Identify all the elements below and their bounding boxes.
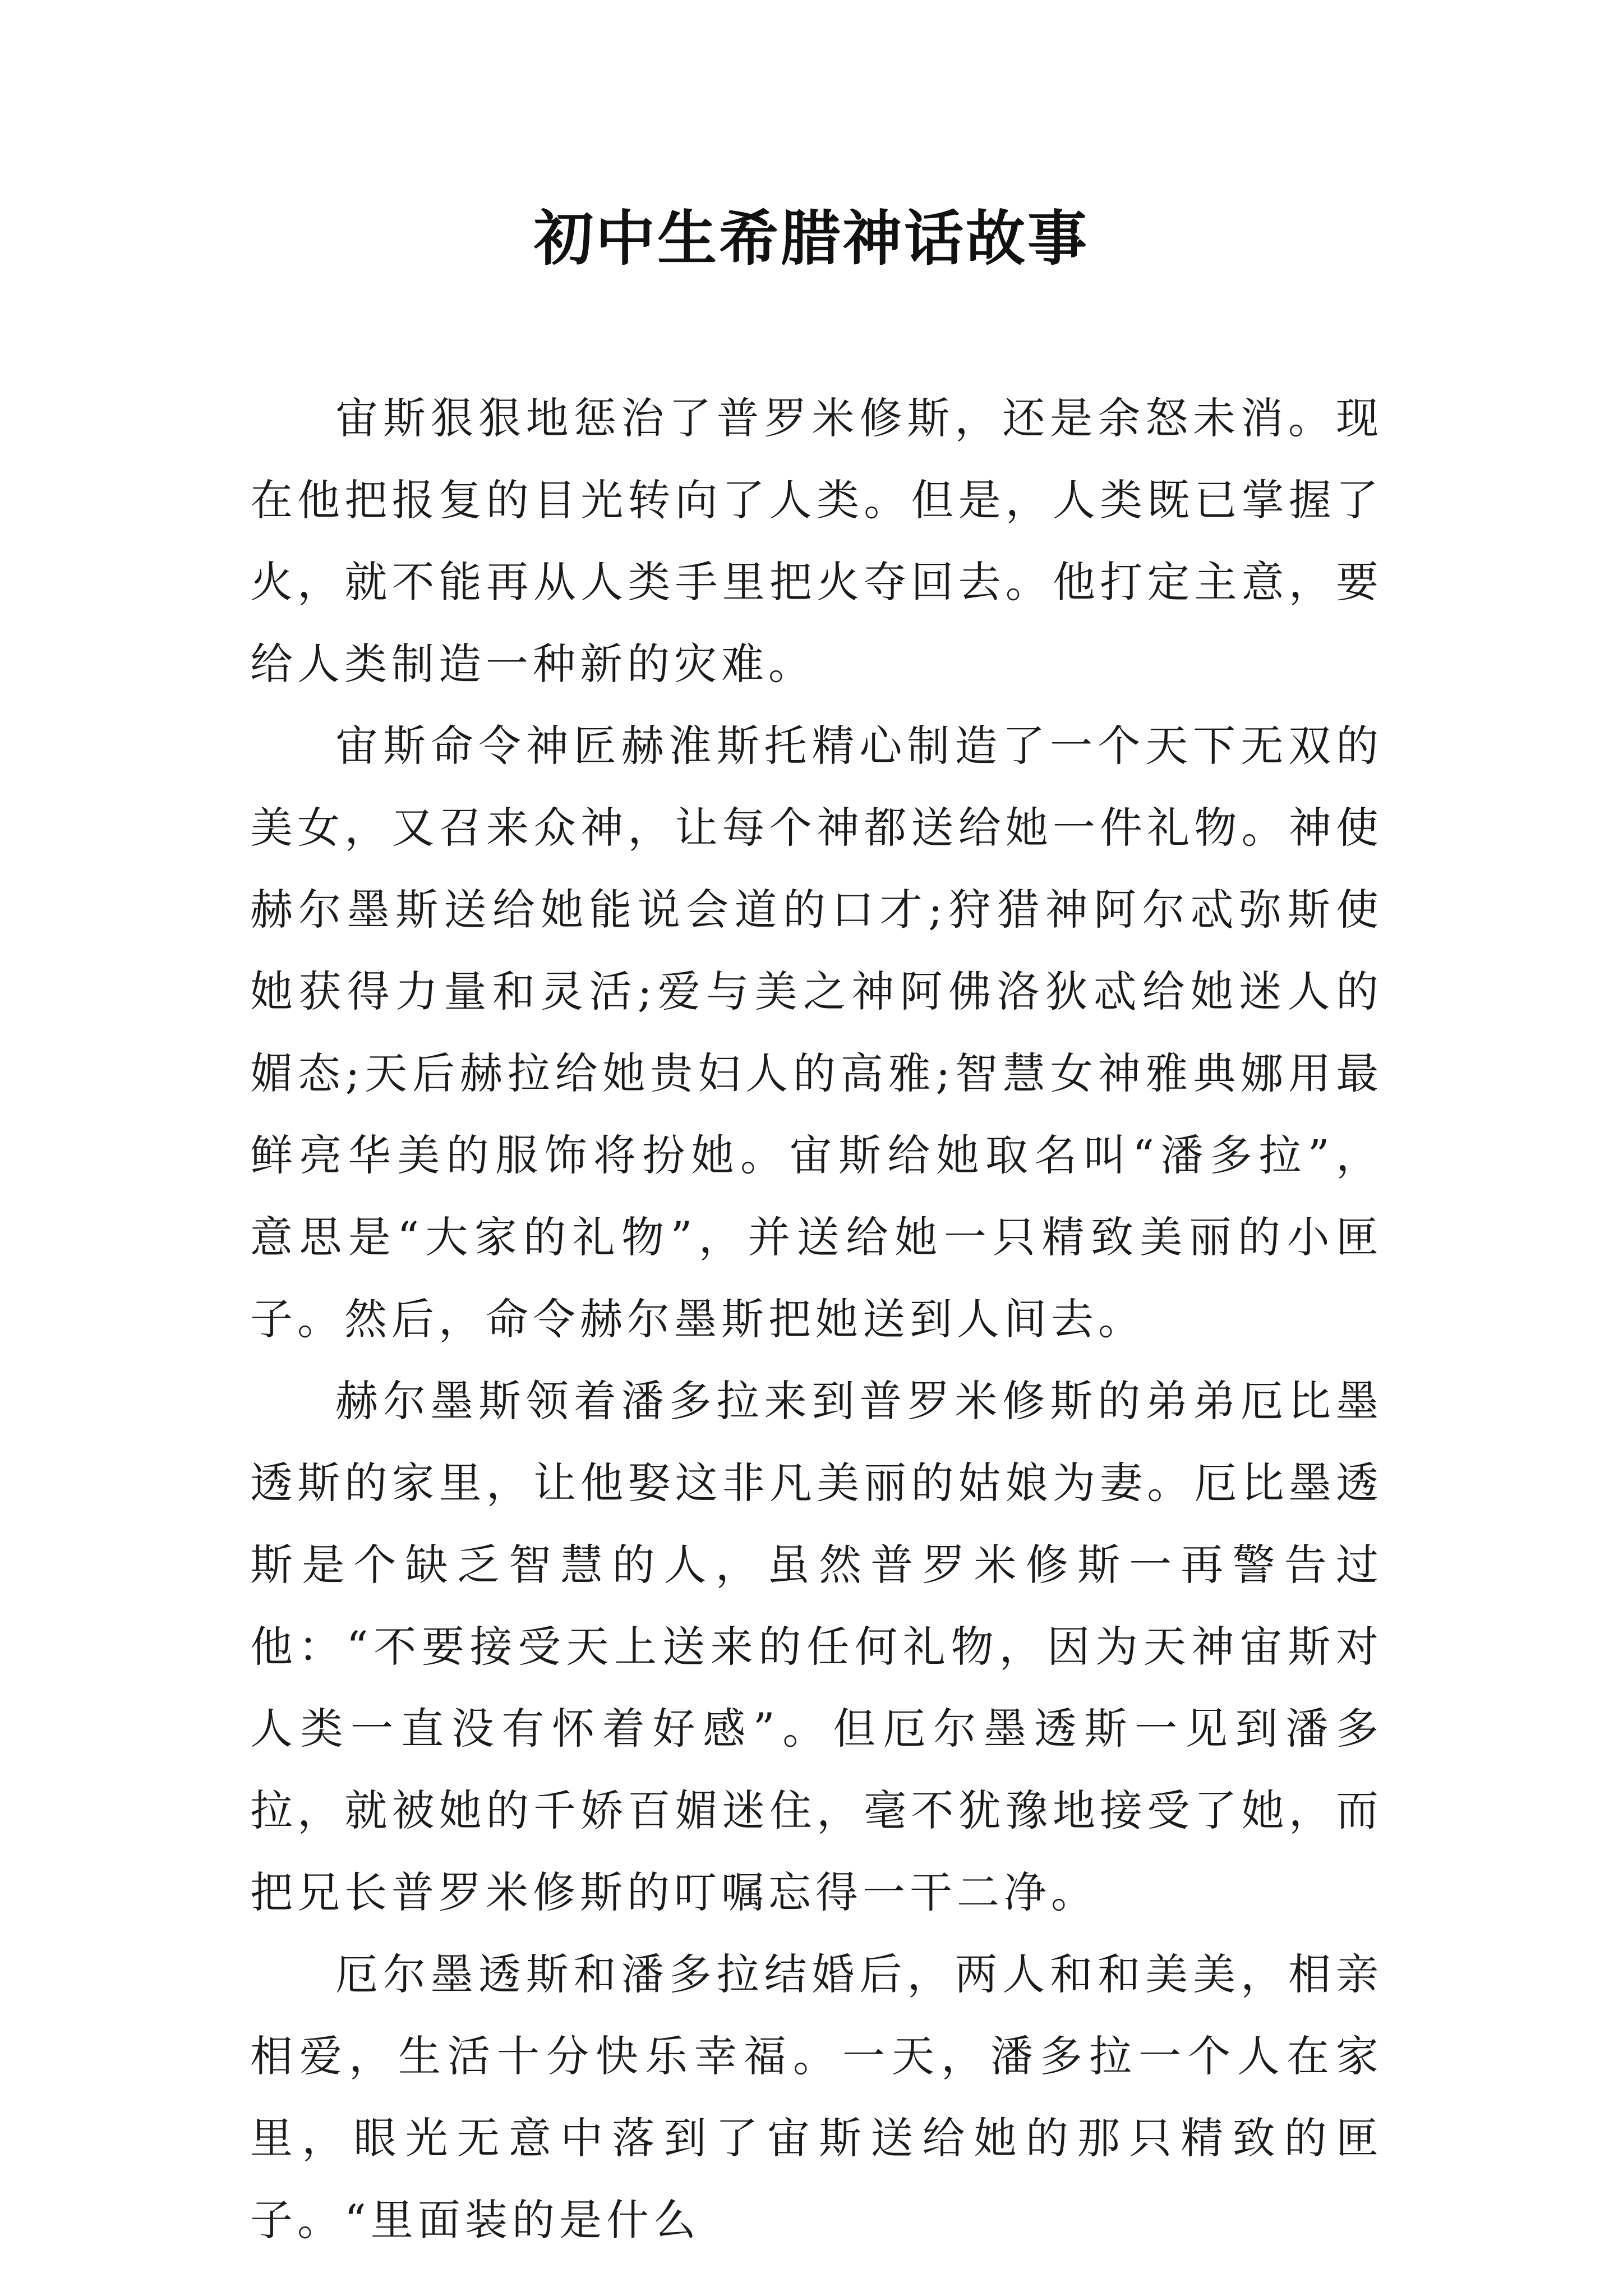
paragraph-1: 宙斯狠狠地惩治了普罗米修斯，还是余怒未消。现在他把报复的目光转向了人类。但是，人类既已掌握了火，就不能再从人类手里把火夺回去。他打定主意，要给人类制造一种新的灾难。 [250,393,1383,689]
paragraph-4: 厄尔墨透斯和潘多拉结婚后，两人和和美美，相亲相爱，生活十分快乐幸福。一天，潘多拉一个人在家里，眼光无意中落到了宙斯送给她的那只精致的匣子。“里面装的是什么 [250,1949,1383,2245]
document-body [250,378,1383,2261]
paragraph-2: 宙斯命令神匠赫淮斯托精心制造了一个天下无双的美女，又召来众神，让每个神都送给她一件礼物。神使赫尔墨斯送给她能说会道的口才;狩猎神阿尔忒弥斯使她获得力量和灵活;爱与美之神阿佛洛狄忒给她迷人的媚态;天后赫拉给她贵妇人的高雅;智慧女神雅典娜用最鲜亮华美的服饰将扮她。宙斯给她取名叫“潘多拉”，意思是“大家的礼物”，并送给她一只精致美丽的小匣子。然后，命令赫尔墨斯把她送到人间去。 [250,721,1383,1344]
paragraph-3: 赫尔墨斯领着潘多拉来到普罗米修斯的弟弟厄比墨透斯的家里，让他娶这非凡美丽的姑娘为妻。厄比墨透斯是个缺乏智慧的人，虽然普罗米修斯一再警告过他：“不要接受天上送来的任何礼物，因为天神宙斯对人类一直没有怀着好感”。但厄尔墨透斯一见到潘多拉，就被她的千娇百媚迷住，毫不犹豫地接受了她，而把兄长普罗米修斯的叮嘱忘得一干二净。 [250,1376,1383,1917]
document-title: 初中生希腊神话故事 [534,203,1089,273]
